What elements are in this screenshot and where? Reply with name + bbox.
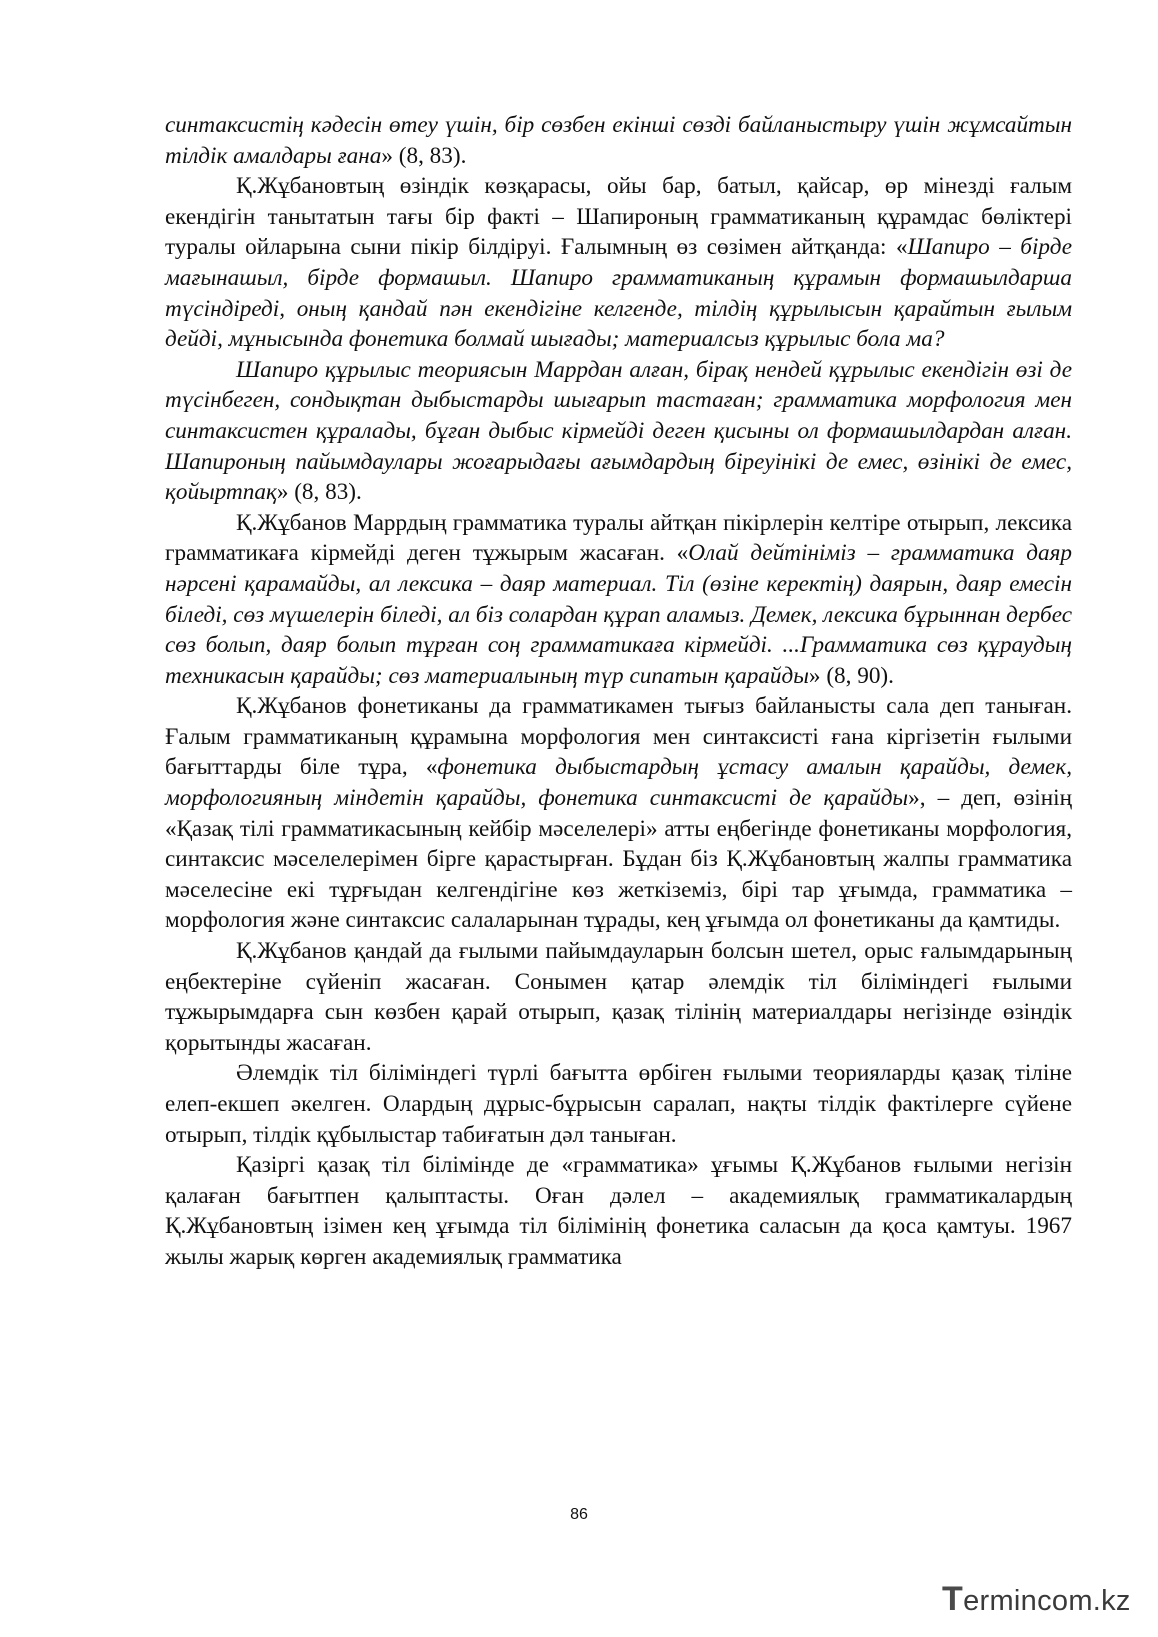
text-run: » (8, 83). <box>276 479 362 506</box>
body-paragraph <box>165 1150 1072 1272</box>
body-paragraph <box>165 110 1072 171</box>
text-run: Қ.Жұбанов Маррдың грамматика туралы айтқан пікірлерін келтіре отырып, лексика грамматикаға кірмейді деген тұжырым жасаған. « <box>165 509 1072 567</box>
body-paragraph <box>165 1058 1072 1150</box>
text-run: », – деп, өзінің «Қазақ тілі грамматикасының кейбір мәселелері» атты еңбегінде фонетиканы морфология, синтаксис мәселелерімен бірге қарастырған. Бұдан біз Қ.Жұбановтың жалпы грамматика мәселесіне екі тұрғыдан келгендігіне көз жеткіземіз, бірі тар ұғымда, грамматика – морфология және синтаксис салаларынан тұрады, кең ұғымда ол фонетиканы да қамтиды. <box>165 785 1072 934</box>
text-run: Қ.Жұбанов фонетиканы да грамматикамен тығыз байланысты сала деп таныған. Ғалым грамматиканың құрамына морфология мен синтаксисті ғана кіргізетін ғылыми бағыттарды біле тұра, « <box>165 693 1072 781</box>
italic-quote-run: Олай дейтініміз – грамматика даяр нәрсені қарамайды, ал лексика – даяр материал. Тіл (өзіне керектің) даярын, даяр емесін біледі, сөз мүшелерін біледі, ал біз солардан құрап аламыз. Демек, лексика бұрыннан дербес сөз болып, даяр болып тұрған соң грамматикаға кірмейді. ...Грамматика сөз құраудың техникасын қарайды; сөз материалының түр сипатын қарайды <box>165 540 1072 689</box>
italic-quote-run: Шапиро құрылыс теориясын Маррдан алған, бірақ нендей құрылыс екендігін өзі де түсінбеген, сондықтан дыбыстарды шығарып тастаған; грамматика морфология мен синтаксистен құралады, бұған дыбыс кірмейді деген қисыны ол формашылдардан алған. Шапироның пайымдаулары жоғарыдағы ағымдардың біреуінікі де емес, өзінікі де емес, қойыртпақ <box>165 356 1072 506</box>
text-run: Қазіргі қазақ тіл білімінде де «грамматика» ұғымы Қ.Жұбанов ғылыми негізін қалаған бағытпен қалыптасты. Оған дәлел – академиялық грамматикалардың Қ.Жұбановтың ізімен кең ұғымда тіл білімінің фонетика саласын да қоса қамтуы. 1967 жылы жарық көрген академиялық грамматика <box>165 1152 1072 1270</box>
text-run: Қ.Жұбановтың өзіндік көзқарасы, ойы бар, батыл, қайсар, өр мінезді ғалым екендігін танытатын тағы бір факті – Шапироның грамматиканың құрамдас бөліктері туралы ойларына сыни пікір білдіруі. Ғалымның өз сөзімен айтқанда: « <box>165 173 1072 261</box>
page-number: 86 <box>570 1506 588 1523</box>
italic-quote-run: фонетика дыбыстардың ұстасу амалын қарайды, демек, морфологияның міндетін қарайды, фонетика синтаксисті де қарайды <box>165 754 1072 812</box>
text-run: Әлемдік тіл біліміндегі түрлі бағытта өрбіген ғылыми теорияларды қазақ тіліне елеп-екшеп әкелген. Олардың дұрыс-бұрысын саралап, нақты тілдік фактілерге сүйене отырып, тілдік құбылыстар табиғатын дәл таныған. <box>165 1060 1072 1148</box>
text-run: Қ.Жұбанов қандай да ғылыми пайымдауларын болсын шетел, орыс ғалымдарының еңбектеріне сүйеніп жасаған. Сонымен қатар әлемдік тіл біліміндегі ғылыми тұжырымдарға сын көзбен қарай отырып, қазақ тілінің материалдары негізінде өзіндік қорытынды жасаған. <box>165 938 1072 1056</box>
italic-quote-run: Шапиро – бірде мағынашыл, бірде формашыл. Шапиро грамматиканың құрамын формашылдарша түсіндіреді, оның қандай пән екендігіне келгенде, тілдің құрылысын қарайтын ғылым дейді, мұнысында фонетика болмай шығады; материалсыз құрылыс бола ма? <box>165 234 1072 353</box>
body-paragraph <box>165 171 1072 355</box>
watermark-lead-letter: T <box>942 1580 964 1618</box>
text-run: » (8, 90). <box>808 662 894 689</box>
page-body-text <box>165 110 1072 1273</box>
body-paragraph <box>165 508 1072 692</box>
site-watermark-logo <box>942 1580 1132 1626</box>
body-paragraph <box>165 936 1072 1058</box>
watermark-rest: ermincom.kz <box>963 1585 1131 1617</box>
italic-quote-run: синтаксистің кәдесін өтеу үшін, бір сөзбен екінші сөзді байланыстыру үшін жұмсайтын тілдік амалдары ғана <box>165 112 1072 169</box>
body-paragraph <box>165 355 1072 508</box>
body-paragraph <box>165 691 1072 936</box>
text-run: » (8, 83). <box>381 142 467 169</box>
